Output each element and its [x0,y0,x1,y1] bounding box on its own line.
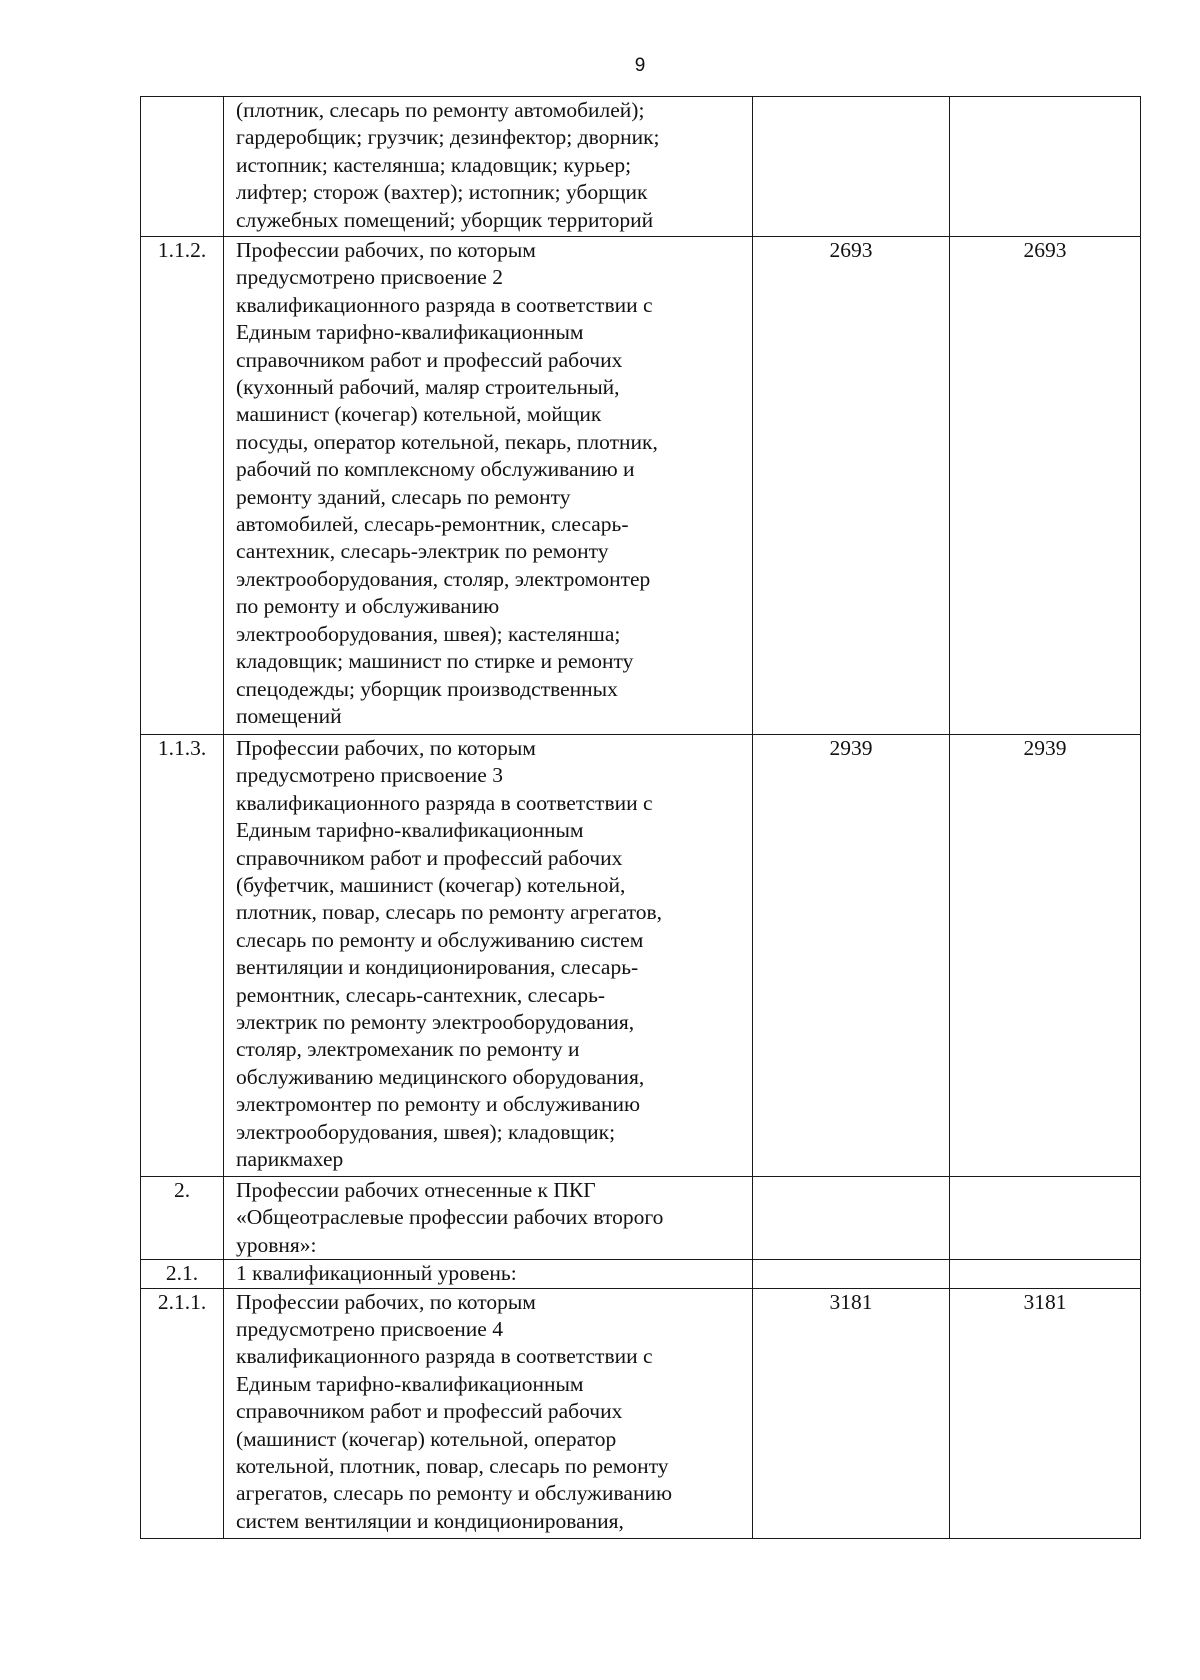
row-number-cell: 2.1. [141,1260,224,1288]
profession-description: (плотник, слесарь по ремонту автомобилей); гардеробщик; грузчик; дезинфектор; дворник; истопник; кастелянша; кладовщик; курьер; лифтер; сторож (вахтер); истопник; уборщик служебных помещений; уборщик территорий [236,98,660,232]
profession-description-cell [224,1288,753,1538]
row-number-cell: 1.1.3. [141,735,224,1177]
value-cell-1: 3181 [753,1288,950,1538]
row-number-cell [141,97,224,237]
page-number: 9 [634,55,646,76]
profession-description: Профессии рабочих, по которым предусмотрено присвоение 4 квалификационного разряда в соответствии с Единым тарифно-квалификационным справочником работ и профессий рабочих (машинист (кочегар) котельной, оператор котельной, плотник, повар, слесарь по ремонту агрегатов, слесарь по ремонту и обслуживанию систем вентиляции и кондиционирования, [236,1289,673,1533]
value-cell-1 [753,1177,950,1260]
value-cell-2: 3181 [950,1288,1141,1538]
table-row [141,237,1141,735]
profession-description-cell [224,735,753,1177]
profession-description: Профессии рабочих отнесенные к ПКГ «Общеотраслевые профессии рабочих второго уровня»: [236,1178,664,1257]
profession-description: Профессии рабочих, по которым предусмотрено присвоение 2 квалификационного разряда в соответствии с Единым тарифно-квалификационным справочником работ и профессий рабочих (кухонный рабочий, маляр строительный, машинист (кочегар) котельной, мойщик посуды, оператор котельной, пекарь, плотник, рабочий по комплексному обслуживанию и ремонту зданий, слесарь по ремонту автомобилей, слесарь-ремонтник, слесарь- сантехник, слесарь-электрик по ремонту электрооборудования, столяр, электромонтер по ремонту и обслуживанию электрооборудования, швея); кастелянша; кладовщик; машинист по стирке и ремонту спецодежды; уборщик производственных помещений [236,238,658,728]
table-row [141,1177,1141,1260]
value-cell-1 [753,1260,950,1288]
row-number-cell: 2.1.1. [141,1288,224,1538]
rates-table [140,96,1141,1539]
value-cell-2 [950,97,1141,237]
profession-description-cell [224,237,753,735]
profession-description-cell [224,1177,753,1260]
profession-description-cell [224,1260,753,1288]
value-cell-1: 2939 [753,735,950,1177]
value-cell-2: 2939 [950,735,1141,1177]
value-cell-1 [753,97,950,237]
value-cell-2: 2693 [950,237,1141,735]
row-number-cell: 2. [141,1177,224,1260]
value-cell-2 [950,1260,1141,1288]
value-cell-2 [950,1177,1141,1260]
table-row [141,97,1141,237]
table-row [141,1260,1141,1288]
profession-description-cell [224,97,753,237]
row-number-cell: 1.1.2. [141,237,224,735]
value-cell-1: 2693 [753,237,950,735]
table-row [141,1288,1141,1538]
profession-description: 1 квалификационный уровень: [236,1261,517,1286]
profession-description: Профессии рабочих, по которым предусмотрено присвоение 3 квалификационного разряда в соответствии с Единым тарифно-квалификационным справочником работ и профессий рабочих (буфетчик, машинист (кочегар) котельной, плотник, повар, слесарь по ремонту агрегатов, слесарь по ремонту и обслуживанию систем вентиляции и кондиционирования, слесарь- ремонтник, слесарь-сантехник, слесарь- электрик по ремонту электрооборудования, столяр, электромеханик по ремонту и обслуживанию медицинского оборудования, электромонтер по ремонту и обслуживанию электрооборудования, швея); кладовщик; парикмахер [236,736,662,1172]
table-row [141,735,1141,1177]
